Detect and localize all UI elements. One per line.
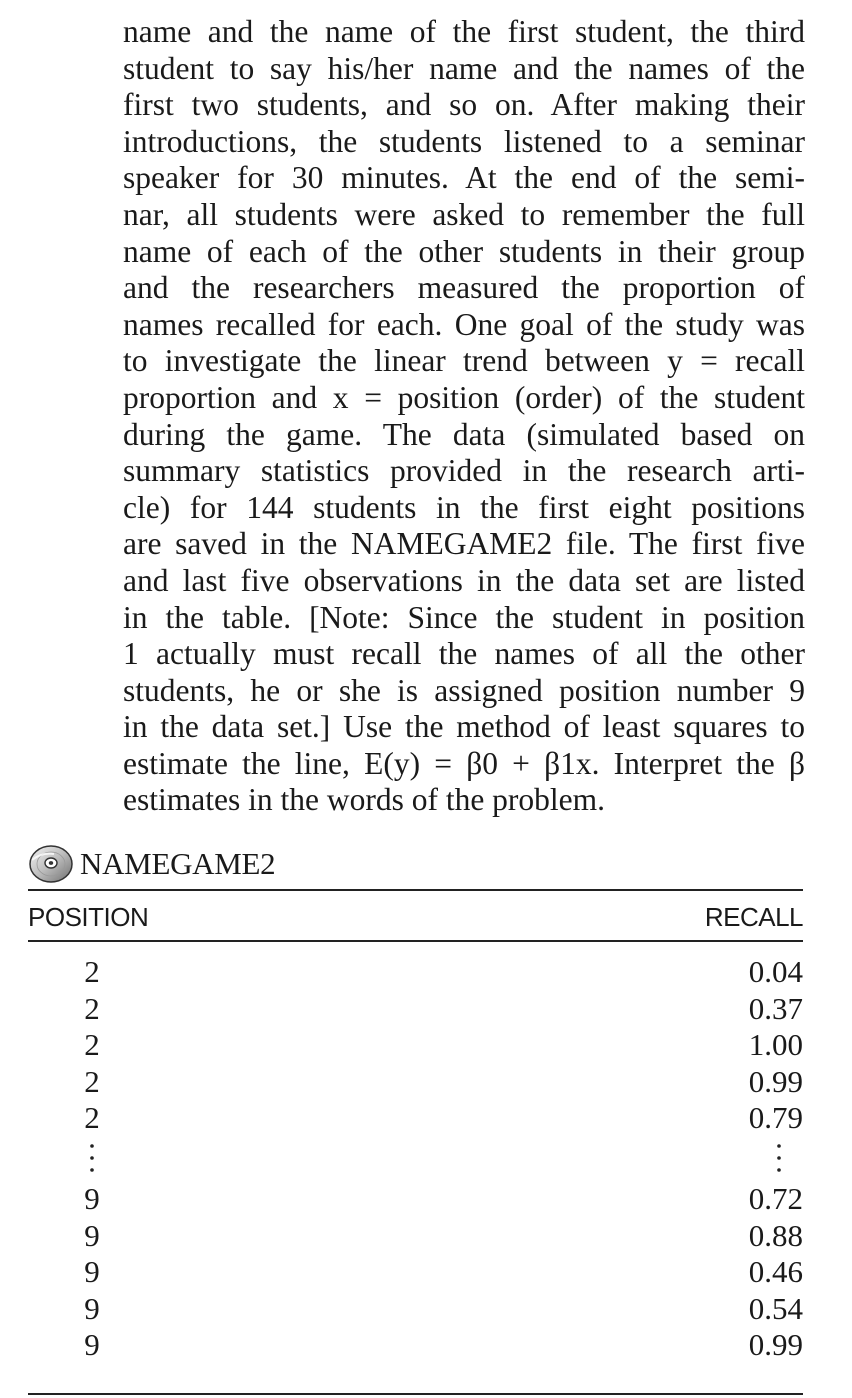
- column-header-recall: RECALL: [704, 902, 803, 932]
- paragraph-line: nar, all students were asked to remember the full: [123, 196, 805, 232]
- exercise-paragraph: [123, 14, 805, 819]
- paragraph-line: proportion and x = position (order) of the student: [123, 379, 805, 415]
- table-top-rule: [28, 889, 803, 891]
- position-column: [80, 954, 104, 1364]
- paragraph-line: estimate the line, E(y) = β0 + β1x. Interpret the β: [123, 745, 805, 781]
- paragraph-line: summary statistics provided in the research arti-: [123, 453, 805, 489]
- paragraph-line: speaker for 30 minutes. At the end of the semi-: [123, 160, 805, 196]
- recall-cell: 0.79: [748, 1100, 803, 1136]
- paragraph-line: introductions, the students listened to a seminar: [123, 123, 805, 159]
- position-cell: 9: [84, 1254, 100, 1290]
- file-name: NAMEGAME2: [80, 846, 276, 881]
- cd-disc-icon: [28, 844, 74, 884]
- paragraph-line: cle) for 144 students in the first eight positions: [123, 489, 805, 525]
- position-cell: 2: [84, 1063, 100, 1099]
- position-cell: 9: [84, 1290, 100, 1326]
- position-cell: 2: [84, 954, 100, 989]
- recall-cell: 0.99: [748, 1063, 803, 1099]
- position-cell: 9: [84, 1327, 100, 1363]
- paragraph-line: in the table. [Note: Since the student in position: [123, 599, 805, 635]
- paragraph-line: are saved in the NAMEGAME2 file. The first five: [123, 526, 805, 562]
- data-file-header: [28, 842, 275, 886]
- recall-cell: 0.99: [748, 1327, 803, 1363]
- paragraph-line: name of each of the other students in their group: [123, 233, 805, 269]
- table-header-rule: [28, 940, 803, 942]
- paragraph-line: first two students, and so on. After making their: [123, 87, 805, 123]
- column-header-position: POSITION: [28, 902, 149, 932]
- paragraph-line: names recalled for each. One goal of the study was: [123, 306, 805, 342]
- table-bottom-rule: [28, 1393, 803, 1395]
- position-cell: 2: [84, 1100, 100, 1136]
- vertical-ellipsis: [749, 1137, 803, 1181]
- position-cell: 2: [84, 1027, 100, 1063]
- recall-column: [749, 954, 803, 1364]
- vertical-ellipsis: [80, 1137, 104, 1181]
- paragraph-line: and the researchers measured the proportion of: [123, 270, 805, 306]
- recall-cell: 1.00: [748, 1027, 803, 1063]
- paragraph-line: and last five observations in the data set are listed: [123, 562, 805, 598]
- recall-cell: 0.37: [748, 990, 803, 1026]
- recall-cell: 0.46: [748, 1254, 803, 1290]
- recall-cell: 0.04: [748, 954, 803, 989]
- position-cell: 2: [84, 990, 100, 1026]
- paragraph-line: during the game. The data (simulated based on: [123, 416, 805, 452]
- paragraph-line: name and the name of the first student, the third: [123, 14, 805, 49]
- recall-cell: 0.72: [748, 1180, 803, 1216]
- paragraph-line: students, he or she is assigned position number 9: [123, 672, 805, 708]
- paragraph-line: in the data set.] Use the method of least squares to: [123, 709, 805, 745]
- recall-cell: 0.54: [748, 1290, 803, 1326]
- paragraph-line: 1 actually must recall the names of all the other: [123, 636, 805, 672]
- paragraph-line: student to say his/her name and the names of the: [123, 50, 805, 86]
- paragraph-line: estimates in the words of the problem.: [123, 782, 606, 818]
- position-cell: 9: [84, 1217, 100, 1253]
- paragraph-line: to investigate the linear trend between y = recall: [123, 343, 805, 379]
- recall-cell: 0.88: [748, 1217, 803, 1253]
- position-cell: 9: [84, 1180, 100, 1216]
